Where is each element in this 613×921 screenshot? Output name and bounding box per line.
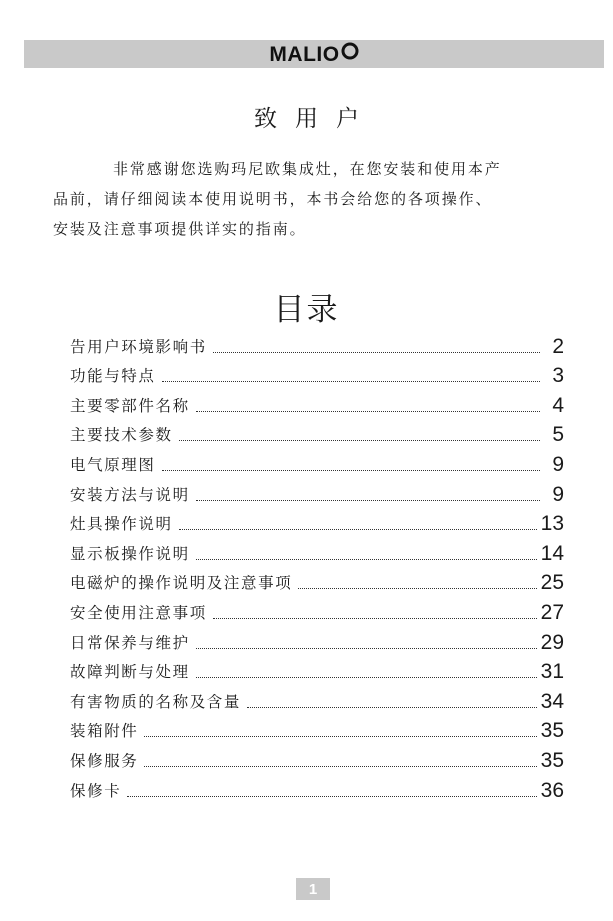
toc-item-label: 主要零部件名称	[70, 396, 190, 415]
toc-leader-dots	[144, 736, 536, 737]
toc-item-label: 主要技术参数	[70, 426, 173, 445]
toc-leader-dots	[196, 648, 537, 649]
toc-item[interactable]	[70, 389, 564, 419]
toc-item-page: 13	[540, 512, 564, 536]
toc-item-label: 保修服务	[70, 751, 139, 770]
toc-item-label: 安全使用注意事项	[70, 603, 207, 622]
toc-item-label: 显示板操作说明	[70, 544, 190, 563]
toc-item[interactable]	[70, 626, 564, 656]
toc-leader-dots	[179, 529, 537, 530]
toc-leader-dots	[162, 381, 540, 382]
toc-item-page: 9	[552, 452, 564, 476]
toc-leader-dots	[196, 500, 540, 501]
toc-leader-dots	[247, 707, 537, 708]
toc-item[interactable]	[70, 330, 564, 360]
page-number-badge: 1	[296, 878, 330, 900]
toc-item[interactable]	[70, 567, 564, 597]
toc-item-label: 电气原理图	[70, 455, 156, 474]
toc-item-page: 14	[540, 541, 564, 565]
toc-item-label: 灶具操作说明	[70, 515, 173, 534]
toc-item-page: 25	[540, 571, 564, 595]
toc-item-label: 功能与特点	[70, 367, 156, 386]
toc-item[interactable]	[70, 360, 564, 390]
toc-leader-dots	[179, 440, 540, 441]
toc-leader-dots	[162, 470, 540, 471]
toc-item-page: 2	[552, 334, 564, 358]
toc-leader-dots	[213, 352, 540, 353]
toc-leader-dots	[196, 559, 537, 560]
toc-item-page: 27	[540, 600, 564, 624]
toc-item-page: 29	[540, 630, 564, 654]
intro-line: 安装及注意事项提供详实的指南。	[53, 220, 307, 238]
brand-logo	[269, 42, 358, 66]
toc-item[interactable]	[70, 419, 564, 449]
toc-leader-dots	[196, 411, 540, 412]
toc-item[interactable]	[70, 656, 564, 686]
toc-item-page: 35	[540, 719, 564, 743]
toc-item-label: 装箱附件	[70, 722, 139, 741]
toc-item[interactable]	[70, 478, 564, 508]
intro-paragraph	[53, 154, 563, 244]
toc-item-page: 5	[552, 423, 564, 447]
table-of-contents	[70, 330, 564, 804]
toc-item-page: 9	[552, 482, 564, 506]
toc-item-page: 4	[552, 393, 564, 417]
toc-item-page: 35	[540, 748, 564, 772]
toc-item-label: 故障判断与处理	[70, 663, 190, 682]
toc-item-label: 有害物质的名称及含量	[70, 692, 242, 711]
toc-item[interactable]	[70, 744, 564, 774]
toc-item[interactable]	[70, 448, 564, 478]
toc-item[interactable]	[70, 774, 564, 804]
toc-title: 目录	[273, 292, 340, 328]
intro-line: 品前，请仔细阅读本使用说明书，本书会给您的各项操作、	[53, 190, 493, 208]
toc-item-page: 3	[552, 364, 564, 388]
toc-item-label: 日常保养与维护	[70, 633, 190, 652]
toc-item-label: 安装方法与说明	[70, 485, 190, 504]
toc-leader-dots	[298, 588, 536, 589]
toc-item-page: 31	[540, 660, 564, 684]
greeting-title: 致用户	[254, 106, 377, 132]
brand-logo-text: MALIO	[269, 42, 340, 66]
toc-item-page: 36	[540, 778, 564, 802]
toc-item-label: 告用户环境影响书	[70, 337, 207, 356]
toc-leader-dots	[127, 796, 536, 797]
header-bar	[24, 40, 604, 68]
brand-mark-icon	[341, 42, 359, 66]
toc-item-page: 34	[540, 689, 564, 713]
toc-leader-dots	[213, 618, 537, 619]
toc-leader-dots	[144, 766, 536, 767]
toc-item[interactable]	[70, 537, 564, 567]
toc-item[interactable]	[70, 715, 564, 745]
toc-item-label: 电磁炉的操作说明及注意事项	[70, 574, 293, 593]
toc-leader-dots	[196, 677, 537, 678]
toc-item[interactable]	[70, 596, 564, 626]
toc-item-label: 保修卡	[70, 781, 122, 800]
toc-item[interactable]	[70, 685, 564, 715]
intro-line: 非常感谢您选购玛尼欧集成灶，在您安装和使用本产	[113, 160, 502, 178]
toc-item[interactable]	[70, 508, 564, 538]
